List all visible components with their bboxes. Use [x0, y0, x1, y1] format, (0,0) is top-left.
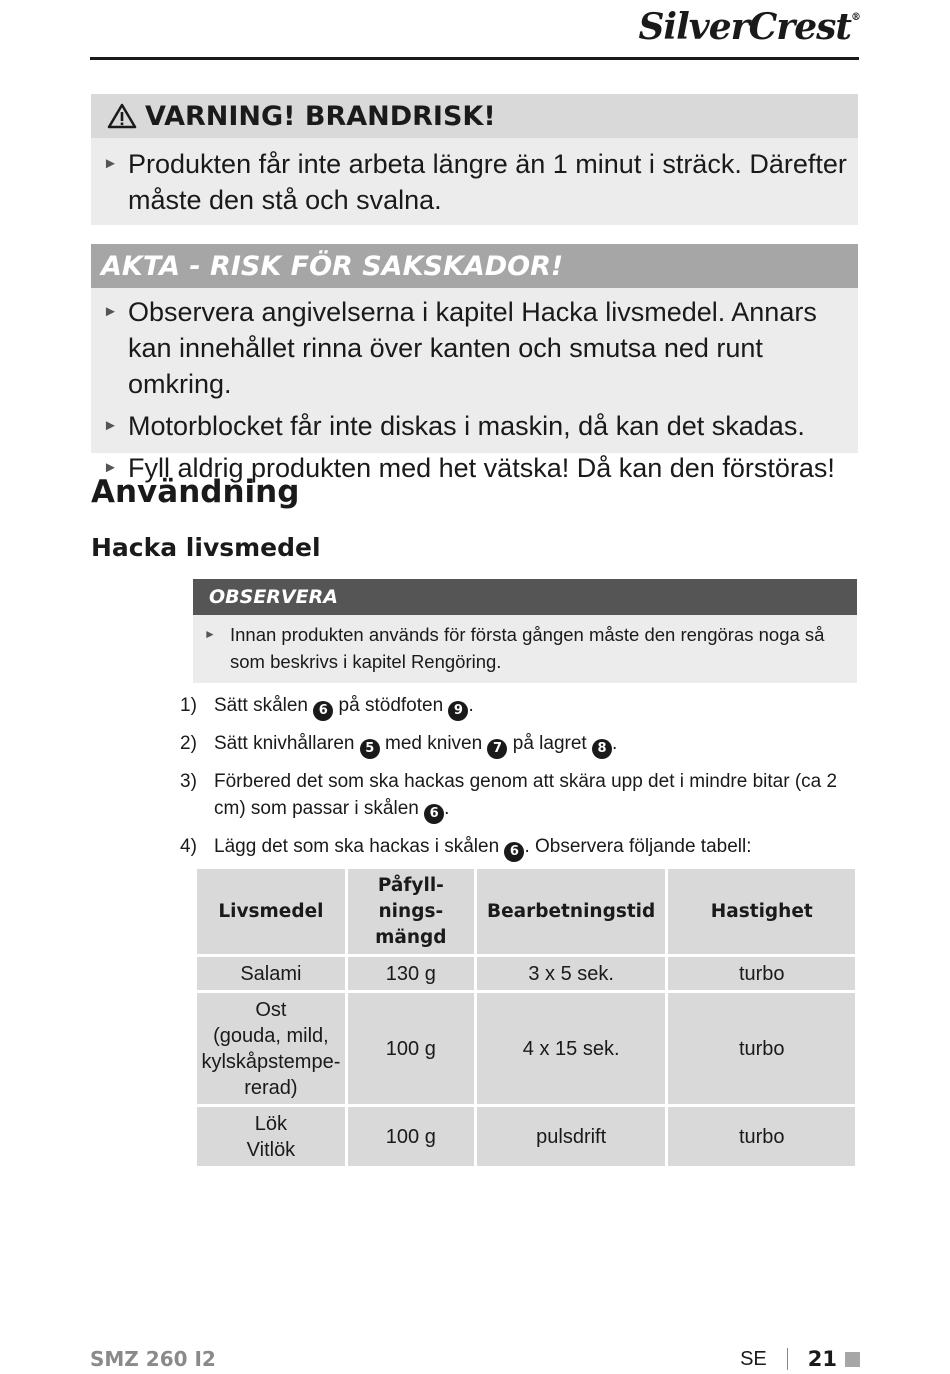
step-text: Förbered det som ska hackas genom att skära upp det i mindre bitar (ca 2 cm) som passar i skålen [214, 771, 838, 819]
table-cell: 100 g [346, 1106, 475, 1168]
table-cell: turbo [667, 1106, 857, 1168]
table-cell: 130 g [346, 956, 475, 992]
table-cell: 100 g [346, 992, 475, 1106]
step-text: . [444, 798, 450, 819]
footer-model: SMZ 260 I2 [90, 1347, 216, 1371]
note-text: Innan produkten används för första gången måste den rengöras noga så som beskrivs i kapitel Rengöring. [230, 624, 825, 672]
step-number: 4) [180, 836, 197, 857]
footer-separator [787, 1348, 788, 1370]
part-number-badge: 8 [592, 739, 612, 759]
table-cell: Lök Vitlök [196, 1106, 347, 1168]
table-cell: Ost (gouda, mild, kylskåpstempe- rerad) [196, 992, 347, 1106]
step-item [180, 730, 862, 759]
step-text: . [611, 733, 618, 754]
step-number: 3) [180, 771, 197, 792]
footer-pagination [740, 1347, 860, 1371]
table-row [196, 992, 857, 1106]
arrow-right-icon: ► [103, 303, 118, 320]
warning-item [91, 146, 858, 218]
caution-item [91, 408, 858, 444]
caution-item-text: Observera angivelserna i kapitel Hacka livsmedel. Annars kan innehållet rinna över kanten och smutsa ned runt omkring. [128, 297, 817, 399]
registered-mark: ® [851, 12, 860, 23]
table-header-cell: Hastighet [667, 868, 857, 956]
warning-item-text: Produkten får inte arbeta längre än 1 minut i sträck. Därefter måste den stå och svalna. [128, 149, 847, 215]
part-number-badge: 6 [504, 842, 524, 862]
table-header-cell: Livsmedel [196, 868, 347, 956]
warning-header [91, 94, 858, 138]
step-text: på stödfoten [333, 695, 449, 716]
page-number: 21 [807, 1347, 837, 1371]
caution-box [91, 244, 858, 483]
table-cell: pulsdrift [475, 1106, 667, 1168]
step-item [180, 692, 862, 721]
table-header-cell: Påfyll- nings- mängd [346, 868, 475, 956]
header-divider [90, 57, 859, 60]
step-number: 1) [180, 695, 197, 716]
table-row [196, 1106, 857, 1168]
caution-item-text: Motorblocket får inte diskas i maskin, då kan det skadas. [128, 411, 805, 441]
footer-language: SE [740, 1347, 767, 1370]
step-text: med kniven [379, 733, 488, 754]
table-cell: turbo [667, 956, 857, 992]
note-title: OBSERVERA [209, 586, 338, 608]
note-box [193, 579, 857, 683]
warning-title: VARNING! BRANDRISK! [145, 100, 496, 132]
caution-item [91, 294, 858, 402]
brand-logo [638, 6, 860, 48]
part-number-badge: 7 [487, 739, 507, 759]
table-header-cell: Bearbetningstid [475, 868, 667, 956]
table-cell: turbo [667, 992, 857, 1106]
warning-box [91, 94, 858, 225]
warning-triangle-icon [107, 103, 137, 129]
section-title: Användning [91, 474, 300, 510]
arrow-right-icon: ► [103, 459, 118, 476]
note-item [193, 621, 857, 675]
caution-title: AKTA - RISK FÖR SAKSKADOR! [101, 250, 564, 282]
step-text: . Observera följande tabell: [524, 836, 752, 857]
arrow-right-icon: ► [103, 417, 118, 434]
step-text: Sätt knivhållaren [214, 733, 360, 754]
step-item [180, 833, 862, 862]
part-number-badge: 5 [360, 739, 380, 759]
part-number-badge: 9 [448, 701, 468, 721]
table-cell: 4 x 15 sek. [475, 992, 667, 1106]
part-number-badge: 6 [424, 804, 444, 824]
part-number-badge: 6 [313, 701, 333, 721]
arrow-right-icon: ► [204, 627, 216, 641]
step-text: Lägg det som ska hackas i skålen [214, 836, 505, 857]
step-item [180, 768, 862, 824]
step-text: på lagret [507, 733, 592, 754]
processing-table [194, 866, 858, 1169]
step-text: Sätt skålen [214, 695, 314, 716]
table-header-row [196, 868, 857, 956]
brand-name: SilverCrest [638, 6, 851, 48]
section-subtitle: Hacka livsmedel [91, 533, 321, 562]
caution-header [91, 244, 858, 288]
step-list [180, 692, 862, 871]
note-header [193, 579, 857, 615]
step-number: 2) [180, 733, 197, 754]
table-cell: Salami [196, 956, 347, 992]
arrow-right-icon: ► [103, 155, 118, 172]
table-cell: 3 x 5 sek. [475, 956, 667, 992]
step-text: . [468, 695, 474, 716]
caution-item-text: Fyll aldrig produkten med het vätska! Då kan den förstöras! [128, 453, 835, 483]
table-row [196, 956, 857, 992]
page-marker-square [845, 1352, 860, 1367]
